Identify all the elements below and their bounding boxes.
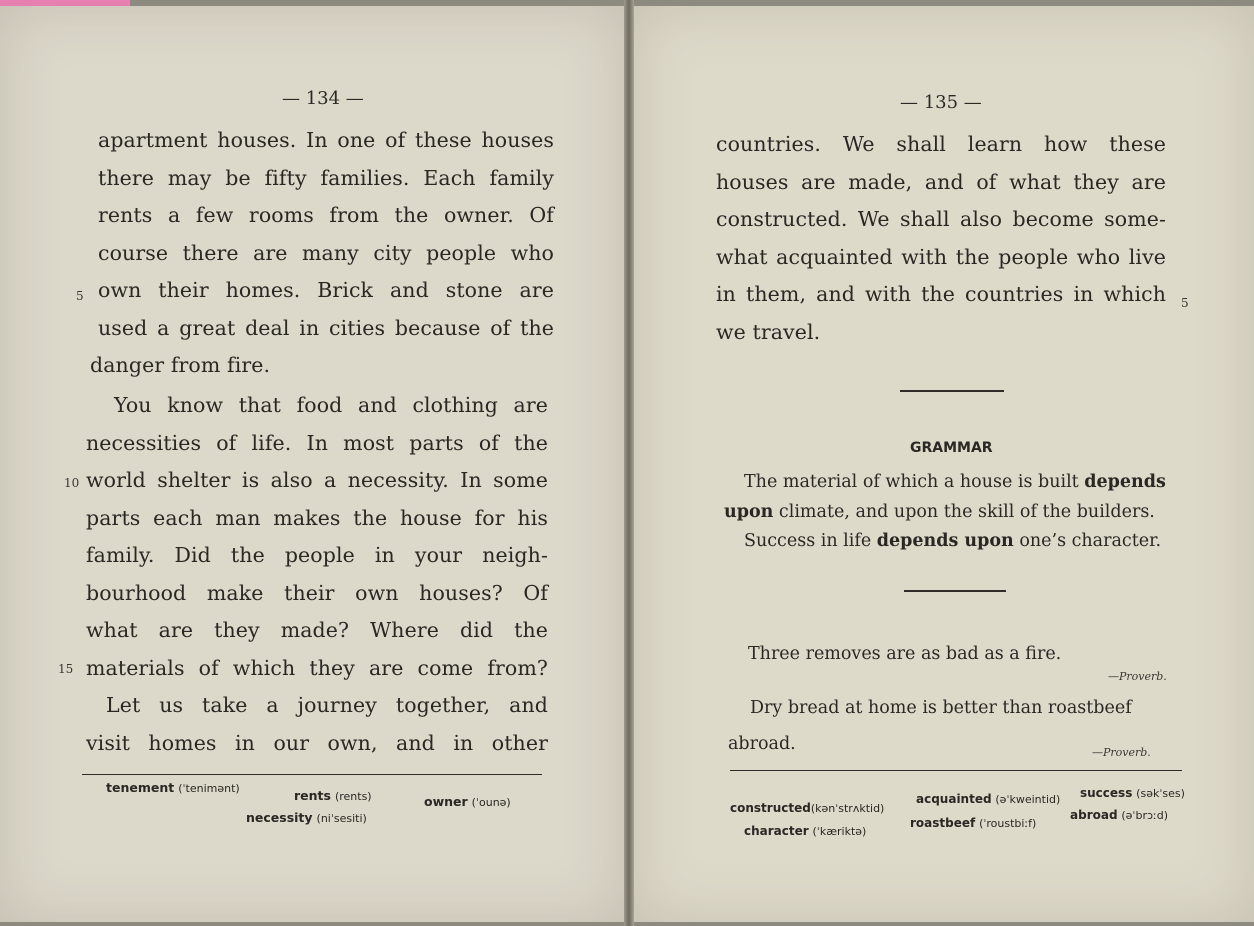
text-line: used a great deal in cities because of the [98, 315, 554, 340]
text-line: parts each man makes the house for his [86, 505, 548, 530]
right-page-number: — 135 — [900, 92, 982, 113]
text-line: Let us take a journey together, and [106, 693, 548, 717]
text-line: there may be fifty families. Each family [98, 165, 554, 190]
section-rule-bottom [904, 590, 1006, 592]
footnote-rule [730, 770, 1182, 771]
left-body-text [90, 122, 554, 385]
text-line: apartment houses. In one of these houses [98, 128, 554, 152]
text-line: countries. We shall learn how these [716, 132, 1166, 156]
left-body-text-2 [86, 387, 548, 762]
footnote-tenement: tenement (ˈtenimənt) [106, 780, 240, 795]
footnote-character: character (ˈkæriktə) [744, 824, 867, 838]
grammar-sentence-1b: upon climate, and upon the skill of the builders. [724, 502, 1155, 522]
text-line: what acquainted with the people who live [716, 244, 1166, 269]
grammar-heading: GRAMMAR [910, 440, 993, 456]
right-body-text [716, 126, 1166, 351]
footnote-necessity: necessity (niˈsesiti) [246, 810, 367, 825]
line-number: 10 [64, 476, 80, 490]
proverb-1: Three removes are as bad as a fire. [748, 644, 1062, 664]
footnote-rule [82, 774, 542, 775]
text-line: bourhood make their own houses? Of [86, 580, 548, 605]
text-line: necessities of life. In most parts of the [86, 430, 548, 455]
text-line: houses are made, and of what they are [716, 169, 1166, 194]
footnote-rents: rents (rents) [294, 788, 372, 803]
text-line: family. Did the people in your neigh- [86, 543, 548, 567]
book-gutter [624, 0, 634, 926]
grammar-sentence-2: Success in life depends upon one’s character. [744, 531, 1162, 551]
footnote-constructed: constructed(kənˈstrʌktid) [730, 801, 885, 815]
footnote-success: success (səkˈses) [1080, 786, 1185, 800]
proverb-2-line-2: abroad. [728, 734, 796, 754]
text-line: You know that food and clothing are [114, 393, 548, 417]
text-line: in them, and with the countries in which [716, 282, 1166, 306]
text-line: course there are many city people who [98, 240, 554, 265]
footnote-abroad: abroad (əˈbrɔːd) [1070, 808, 1168, 822]
text-line: danger from fire. [90, 353, 271, 377]
text-line: constructed. We shall also become some- [716, 207, 1166, 231]
proverb-2-attribution: —Proverb. [1092, 746, 1151, 759]
right-page [634, 6, 1254, 922]
footnote-acquainted: acquainted (əˈkweintid) [916, 792, 1061, 806]
footnote-roastbeef: roastbeef (ˈroustbiːf) [910, 816, 1037, 830]
text-line: what are they made? Where did the [86, 618, 548, 642]
proverb-2-line-1: Dry bread at home is better than roastbeef [750, 698, 1132, 718]
footnote-owner: owner (ˈounə) [424, 794, 511, 809]
grammar-sentence-1a: The material of which a house is built depends [744, 472, 1166, 492]
line-number: 15 [58, 662, 74, 676]
line-number: 5 [76, 289, 84, 303]
left-page-number: — 134 — [282, 88, 364, 109]
text-line: visit homes in our own, and in other [86, 730, 548, 755]
line-number: 5 [1181, 296, 1189, 310]
text-line: world shelter is also a necessity. In some [86, 468, 548, 492]
left-page [0, 6, 625, 922]
proverb-1-attribution: —Proverb. [1108, 670, 1167, 683]
text-line: own their homes. Brick and stone are [98, 278, 554, 302]
section-rule-top [900, 390, 1004, 392]
text-line: rents a few rooms from the owner. Of [98, 203, 554, 227]
text-line: we travel. [716, 319, 821, 344]
text-line: materials of which they are come from? [86, 655, 548, 680]
